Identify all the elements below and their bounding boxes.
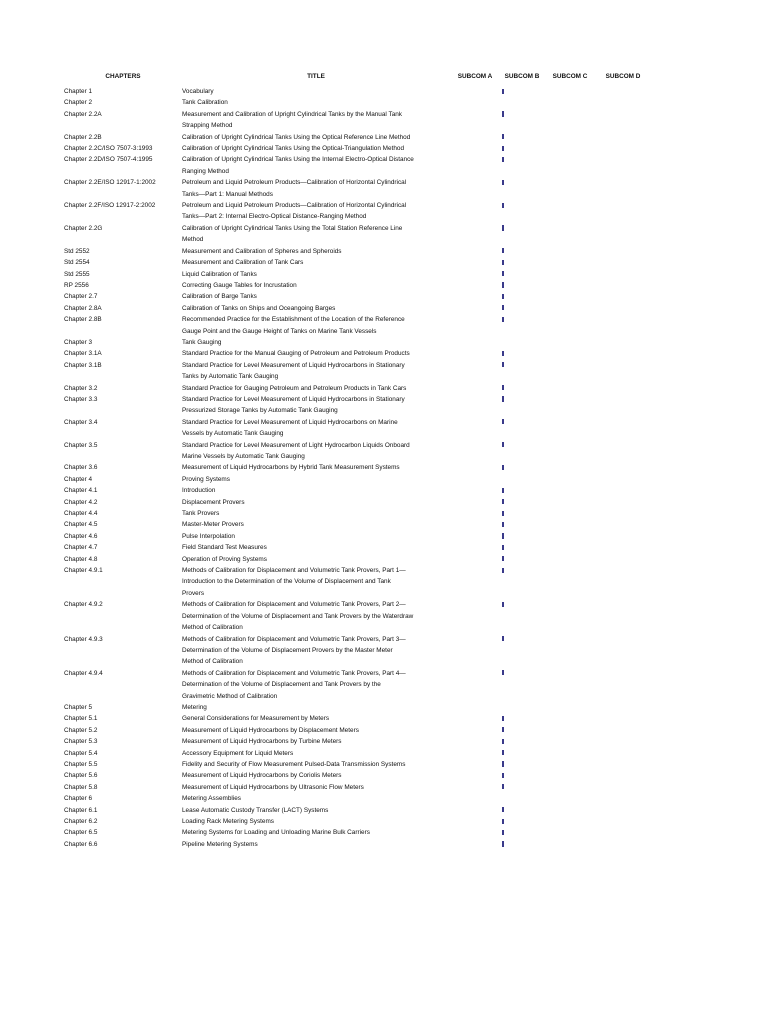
subcom-b-mark-icon	[502, 157, 504, 162]
subcom-b-mark-icon	[502, 282, 504, 287]
subcom-b-mark-icon	[502, 773, 504, 778]
title-cell: Introduction	[182, 487, 216, 495]
chapter-cell: Chapter 3.6	[64, 464, 98, 472]
subcom-b-mark-icon	[502, 203, 504, 208]
subcom-b-mark-icon	[502, 739, 504, 744]
subcom-b-mark-icon	[502, 465, 504, 470]
title-cell: Methods of Calibration for Displacement and Volumetric Tank Provers, Part 2—Determination of the Volume of Displacement and Tank Provers by the Waterdraw Method of Calibration	[182, 601, 414, 632]
table-row	[0, 793, 768, 804]
table-row	[0, 200, 768, 223]
column-header-chapters: CHAPTERS	[105, 73, 141, 80]
title-cell: Operation of Proving Systems	[182, 555, 267, 563]
table-row	[0, 314, 768, 337]
column-header-subcom-c: SUBCOM C	[552, 73, 588, 80]
title-cell: Accessory Equipment for Liquid Meters	[182, 749, 294, 757]
table-row	[0, 97, 768, 108]
subcom-b-mark-icon	[502, 317, 504, 322]
title-cell: Recommended Practice for the Establishment of the Location of the Reference Gauge Point and the Gauge Height of Tanks on Marine Tank Vessels	[182, 316, 405, 335]
subcom-b-mark-icon	[502, 545, 504, 550]
title-cell: Measurement of Liquid Hydrocarbons by Displacement Meters	[182, 726, 359, 734]
title-cell: Proving Systems	[182, 475, 230, 483]
table-row	[0, 531, 768, 542]
title-cell: Methods of Calibration for Displacement and Volumetric Tank Provers, Part 1—Introduction to the Determination of the Volume of Displacement and Tank Provers	[182, 567, 406, 597]
title-cell: Pulse Interpolation	[182, 532, 235, 540]
chapter-cell: Chapter 5.3	[64, 738, 98, 746]
title-cell: Lease Automatic Custody Transfer (LACT) Systems	[182, 806, 329, 814]
table-row	[0, 462, 768, 473]
chapter-cell: Std 2554	[64, 259, 90, 267]
subcom-b-mark-icon	[502, 488, 504, 493]
title-cell: Standard Practice for the Manual Gauging of Petroleum and Petroleum Products	[182, 350, 410, 358]
table-row	[0, 725, 768, 736]
table-row	[0, 132, 768, 143]
subcom-b-mark-icon	[502, 260, 504, 265]
subcom-b-mark-icon	[502, 636, 504, 641]
subcom-b-mark-icon	[502, 442, 504, 447]
chapter-cell: Chapter 6.1	[64, 806, 98, 814]
subcom-b-mark-icon	[502, 385, 504, 390]
chapter-cell: Chapter 4.2	[64, 498, 98, 506]
chapter-cell: Chapter 3.5	[64, 441, 98, 449]
table-row	[0, 177, 768, 200]
chapter-cell: Chapter 6.2	[64, 818, 98, 825]
title-cell: Calibration of Upright Cylindrical Tanks Using the Optical-Triangulation Method	[182, 145, 405, 153]
table-row	[0, 816, 768, 827]
title-cell: Calibration of Upright Cylindrical Tanks Using the Optical Reference Line Method	[182, 133, 411, 141]
chapter-cell: Chapter 2.2A	[64, 110, 102, 118]
column-header-title: TITLE	[307, 73, 325, 80]
column-header-subcom-b: SUBCOM B	[504, 73, 540, 80]
title-cell: Displacement Provers	[182, 498, 245, 506]
subcom-b-mark-icon	[502, 351, 504, 356]
title-cell: Loading Rack Metering Systems	[182, 818, 274, 825]
chapter-cell: Chapter 2.2G	[64, 224, 103, 232]
table-row	[0, 554, 768, 565]
chapter-cell: Chapter 2.2B	[64, 133, 102, 141]
table-row	[0, 440, 768, 463]
table-row	[0, 474, 768, 485]
title-cell: Standard Practice for Level Measurement of Liquid Hydrocarbons on Marine Vessels by Automatic Tank Gauging	[182, 418, 398, 438]
title-cell: Metering	[182, 703, 207, 711]
table-row	[0, 360, 768, 383]
subcom-b-mark-icon	[502, 89, 504, 94]
subcom-b-mark-icon	[502, 522, 504, 527]
subcom-b-mark-icon	[502, 225, 504, 230]
title-cell: Calibration of Upright Cylindrical Tanks Using the Internal Electro-Optical Distance Ranging Method	[182, 156, 414, 175]
chapter-cell: Chapter 5.6	[64, 772, 98, 780]
chapter-cell: Chapter 3	[64, 338, 93, 346]
subcom-b-mark-icon	[502, 670, 504, 675]
title-cell: Tank Calibration	[182, 99, 228, 107]
subcom-b-mark-icon	[502, 761, 504, 766]
subcom-b-mark-icon	[502, 568, 504, 573]
table-row	[0, 417, 768, 440]
table-row	[0, 485, 768, 496]
chapter-cell: Chapter 6	[64, 795, 93, 803]
title-cell: Tank Provers	[182, 510, 220, 518]
subcom-b-mark-icon	[502, 419, 504, 424]
table-row	[0, 565, 768, 599]
column-header-subcom-a: SUBCOM A	[457, 73, 493, 80]
subcom-b-mark-icon	[502, 819, 504, 824]
title-cell: Liquid Calibration of Tanks	[182, 270, 257, 278]
table-row	[0, 748, 768, 759]
subcom-b-mark-icon	[502, 727, 504, 732]
subcom-b-mark-icon	[502, 134, 504, 139]
chapter-cell: Chapter 2	[64, 99, 93, 107]
chapter-cell: Chapter 4.6	[64, 532, 98, 540]
table-row	[0, 782, 768, 793]
chapter-cell: Chapter 3.2	[64, 384, 98, 392]
title-cell: Measurement and Calibration of Tank Cars	[182, 259, 304, 267]
table-row	[0, 519, 768, 530]
chapter-cell: Chapter 2.8B	[64, 316, 102, 324]
title-cell: Master-Meter Provers	[182, 521, 244, 529]
table-row	[0, 383, 768, 394]
chapter-cell: Chapter 2.2C/ISO 7507-3:1993	[64, 145, 153, 153]
subcom-b-mark-icon	[502, 807, 504, 812]
chapter-cell: Chapter 4	[64, 475, 93, 483]
chapter-cell: Std 2552	[64, 247, 90, 255]
table-row	[0, 827, 768, 838]
chapter-cell: Chapter 4.7	[64, 544, 98, 552]
title-cell: Measurement of Liquid Hydrocarbons by Ultrasonic Flow Meters	[182, 783, 364, 791]
title-cell: Petroleum and Liquid Petroleum Products—Calibration of Horizontal Cylindrical Tanks—Part 1: Manual Methods	[182, 179, 407, 198]
chapter-cell: Chapter 5.8	[64, 783, 98, 791]
chapter-cell: Chapter 3.3	[64, 395, 98, 403]
title-cell: Calibration of Barge Tanks	[182, 293, 257, 301]
title-cell: Calibration of Upright Cylindrical Tanks Using the Total Station Reference Line Method	[182, 224, 403, 244]
table-row	[0, 702, 768, 713]
title-cell: Methods of Calibration for Displacement and Volumetric Tank Provers, Part 4—Determination of the Volume of Displacement and Tank Provers by the Gravimetric Method of Calibration	[182, 669, 406, 700]
table-row	[0, 109, 768, 132]
chapter-cell: Chapter 4.9.3	[64, 635, 103, 643]
chapter-cell: Chapter 5.5	[64, 760, 98, 768]
chapter-cell: Chapter 5.4	[64, 749, 98, 757]
title-cell: Pipeline Metering Systems	[182, 840, 258, 848]
subcom-b-mark-icon	[502, 511, 504, 516]
title-cell: Measurement of Liquid Hydrocarbons by Hybrid Tank Measurement Systems	[182, 464, 400, 472]
subcom-b-mark-icon	[502, 499, 504, 504]
chapter-cell: Chapter 2.2E/ISO 12917-1:2002	[64, 179, 156, 187]
chapter-cell: RP 2556	[64, 281, 89, 289]
title-cell: Petroleum and Liquid Petroleum Products—Calibration of Horizontal Cylindrical Tanks—Part 2: Internal Electro-Optical Distance-Ranging Method	[182, 202, 407, 221]
table-row	[0, 508, 768, 519]
chapter-cell: Chapter 2.2F/ISO 12917-2:2002	[64, 202, 156, 210]
chapter-table-body	[0, 86, 768, 850]
title-cell: Measurement of Liquid Hydrocarbons by Turbine Meters	[182, 738, 342, 746]
table-row	[0, 223, 768, 246]
table-row	[0, 348, 768, 359]
chapter-cell: Chapter 5.2	[64, 726, 98, 734]
chapter-cell: Chapter 5	[64, 703, 93, 711]
title-cell: Standard Practice for Gauging Petroleum and Petroleum Products in Tank Cars	[182, 384, 407, 392]
title-cell: Tank Gauging	[182, 338, 222, 346]
table-row	[0, 337, 768, 348]
chapter-cell: Chapter 4.4	[64, 510, 98, 518]
subcom-b-mark-icon	[502, 784, 504, 789]
chapter-cell: Chapter 4.9.1	[64, 567, 103, 575]
chapter-cell: Chapter 3.1A	[64, 350, 102, 358]
table-row	[0, 839, 768, 850]
title-cell: Metering Systems for Loading and Unloading Marine Bulk Carriers	[182, 829, 370, 837]
subcom-b-mark-icon	[502, 271, 504, 276]
table-row	[0, 86, 768, 97]
table-row	[0, 246, 768, 257]
chapter-cell: Chapter 6.5	[64, 829, 98, 837]
table-row	[0, 542, 768, 553]
chapter-cell: Chapter 1	[64, 88, 93, 95]
subcom-b-mark-icon	[502, 830, 504, 835]
subcom-b-mark-icon	[502, 716, 504, 721]
chapter-cell: Chapter 5.1	[64, 715, 98, 723]
table-row	[0, 280, 768, 291]
table-row	[0, 668, 768, 702]
title-cell: Standard Practice for Level Measurement of Liquid Hydrocarbons in Stationary Tanks by Automatic Tank Gauging	[182, 361, 405, 381]
table-row	[0, 497, 768, 508]
title-cell: Standard Practice for Level Measurement of Liquid Hydrocarbons in Stationary Pressurized Storage Tanks by Automatic Tank Gauging	[182, 395, 405, 415]
chapter-cell: Chapter 3.4	[64, 418, 98, 426]
subcom-b-mark-icon	[502, 602, 504, 607]
subcom-b-mark-icon	[502, 248, 504, 253]
title-cell: Methods of Calibration for Displacement and Volumetric Tank Provers, Part 3—Determination of the Volume of Displacement Provers by the Master Meter Method of Calibration	[182, 635, 406, 666]
subcom-b-mark-icon	[502, 750, 504, 755]
subcom-b-mark-icon	[502, 294, 504, 299]
title-cell: Standard Practice for Level Measurement of Light Hydrocarbon Liquids Onboard Marine Vessels by Automatic Tank Gauging	[182, 441, 410, 460]
table-row	[0, 634, 768, 668]
chapter-cell: Chapter 4.9.2	[64, 601, 103, 609]
table-row	[0, 713, 768, 724]
chapter-cell: Chapter 4.1	[64, 487, 98, 495]
table-row	[0, 736, 768, 747]
chapter-cell: Chapter 3.1B	[64, 361, 102, 369]
subcom-b-mark-icon	[502, 841, 504, 846]
chapter-cell: Chapter 6.6	[64, 840, 98, 848]
table-row	[0, 394, 768, 417]
chapter-cell: Chapter 2.2D/ISO 7507-4:1995	[64, 156, 153, 164]
table-row	[0, 599, 768, 633]
title-cell: Vocabulary	[182, 88, 214, 95]
table-row	[0, 759, 768, 770]
title-cell: Calibration of Tanks on Ships and Oceangoing Barges	[182, 304, 336, 312]
table-row	[0, 805, 768, 816]
subcom-b-mark-icon	[502, 146, 504, 151]
subcom-b-mark-icon	[502, 305, 504, 310]
title-cell: Measurement and Calibration of Upright Cylindrical Tanks by the Manual Tank Strapping Method	[182, 110, 402, 130]
table-row	[0, 291, 768, 302]
table-row	[0, 257, 768, 268]
subcom-b-mark-icon	[502, 396, 504, 401]
chapter-cell: Chapter 4.8	[64, 555, 98, 563]
chapter-cell: Chapter 2.7	[64, 293, 98, 301]
table-row	[0, 154, 768, 177]
column-header-subcom-d: SUBCOM D	[605, 73, 641, 80]
title-cell: Measurement of Liquid Hydrocarbons by Coriolis Meters	[182, 772, 342, 780]
subcom-b-mark-icon	[502, 556, 504, 561]
subcom-b-mark-icon	[502, 111, 504, 116]
title-cell: Fidelity and Security of Flow Measurement Pulsed-Data Transmission Systems	[182, 760, 406, 768]
table-header	[0, 72, 768, 84]
title-cell: Field Standard Test Measures	[182, 544, 267, 552]
subcom-b-mark-icon	[502, 533, 504, 538]
title-cell: General Considerations for Measurement by Meters	[182, 715, 330, 723]
subcom-b-mark-icon	[502, 180, 504, 185]
chapter-cell: Std 2555	[64, 270, 90, 278]
chapter-cell: Chapter 4.5	[64, 521, 98, 529]
title-cell: Correcting Gauge Tables for Incrustation	[182, 281, 297, 289]
chapter-cell: Chapter 2.8A	[64, 304, 102, 312]
title-cell: Metering Assemblies	[182, 795, 241, 803]
table-row	[0, 770, 768, 781]
chapter-cell: Chapter 4.9.4	[64, 669, 103, 677]
table-row	[0, 303, 768, 314]
table-row	[0, 269, 768, 280]
title-cell: Measurement and Calibration of Spheres and Spheroids	[182, 247, 342, 255]
subcom-b-mark-icon	[502, 362, 504, 367]
table-row	[0, 143, 768, 154]
